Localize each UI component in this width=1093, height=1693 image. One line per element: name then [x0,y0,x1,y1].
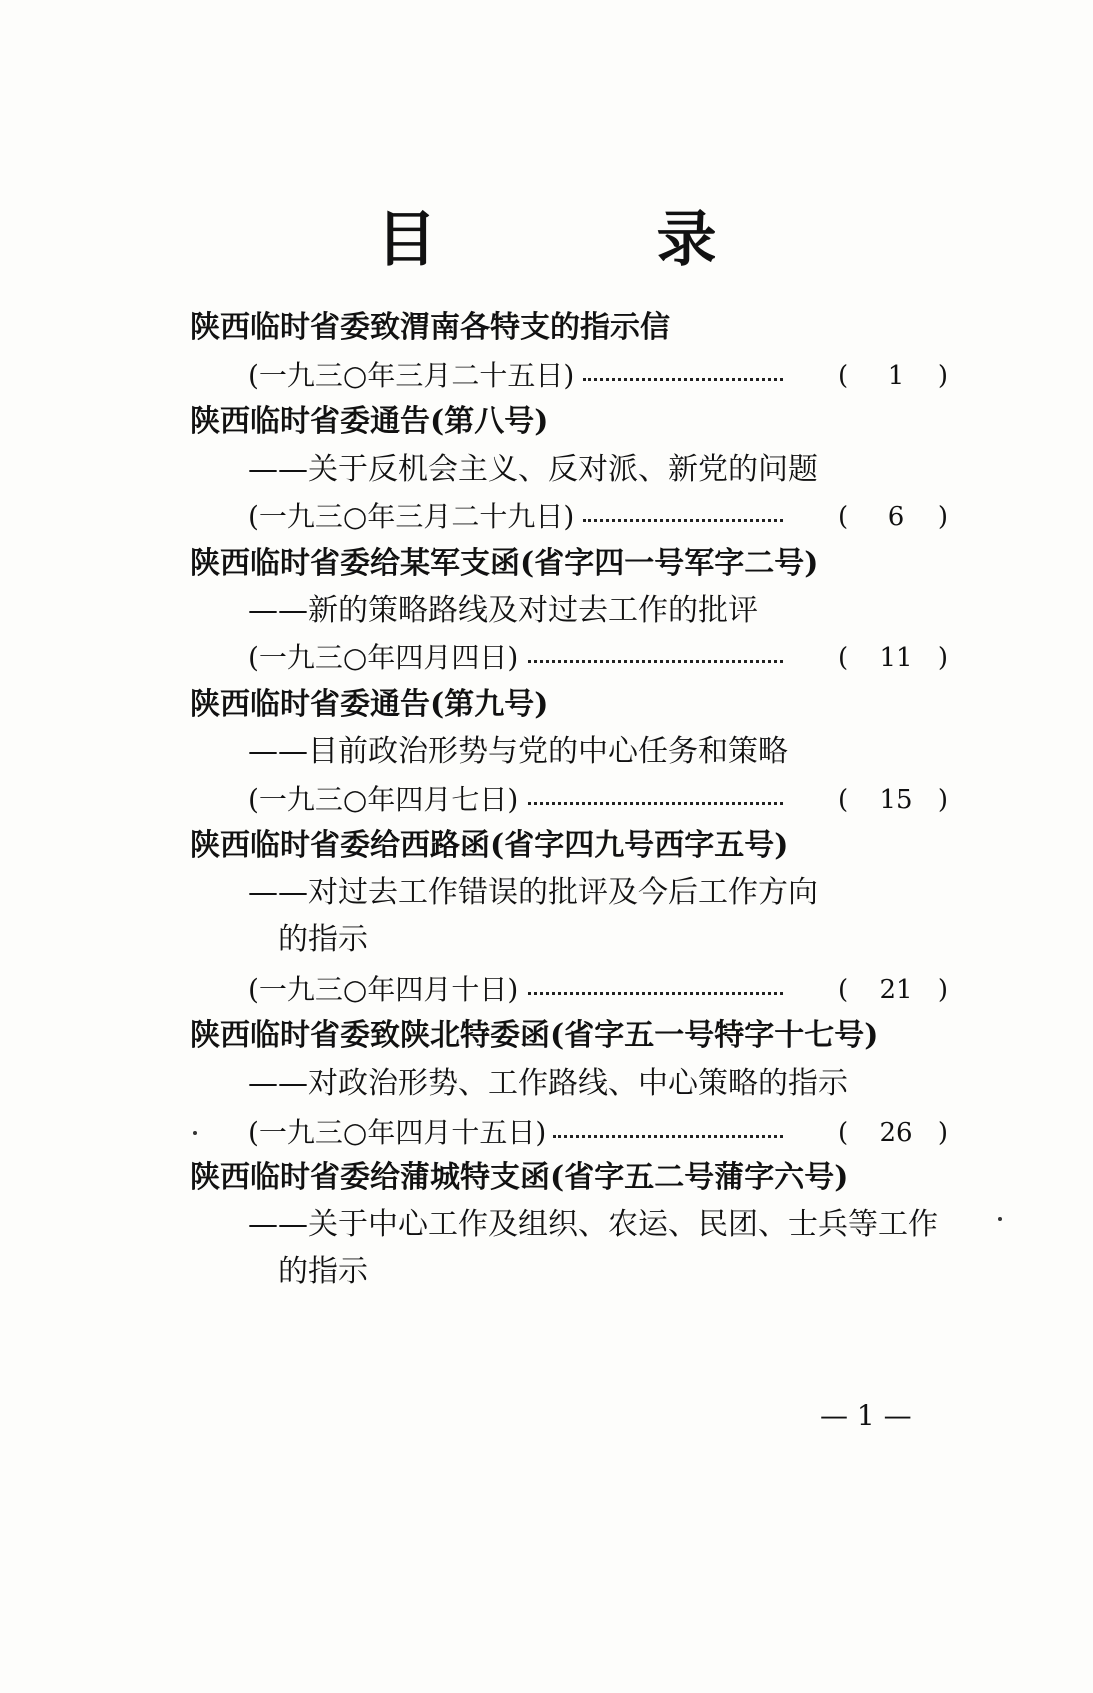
toc-entry-subtitle-cont: 的指示 [278,922,368,957]
toc-entry-subtitle: ——对过去工作错误的批评及今后工作方向 [248,875,818,910]
toc-entry-date-row: (一九三○年三月二十五日) ( 1 ) [248,356,948,396]
toc-entry-title: 陕西临时省委给某军支函(省字四一号军字二号) [190,546,819,581]
toc-entry-date: (一九三○年四月四日) [248,641,519,674]
toc-entry-date-row: (一九三○年四月十日) ( 21 ) [248,970,948,1010]
toc-entry-date-row: (一九三○年三月二十九日) ( 6 ) [248,497,948,537]
toc-leader-dots [583,378,783,381]
toc-entry-title: 陕西临时省委致渭南各特支的指示信 [190,310,670,345]
toc-leader-dots [583,519,783,522]
toc-leader-dots [528,802,783,805]
toc-entry-date: (一九三○年四月十五日) [248,1116,547,1149]
toc-entry-title: 陕西临时省委通告(第八号) [190,404,549,439]
toc-entry-date: (一九三○年三月二十九日) [248,500,575,533]
toc-entry-subtitle: ——目前政治形势与党的中心任务和策略 [248,734,788,769]
toc-entry-subtitle: ——新的策略路线及对过去工作的批评 [248,593,758,628]
toc-entry-title: 陕西临时省委通告(第九号) [190,687,549,722]
page-title: 目 录 [376,205,797,275]
toc-entry-date-row: (一九三○年四月七日) ( 15 ) [248,780,948,820]
toc-entry-date-row: (一九三○年四月四日) ( 11 ) [248,638,948,678]
toc-entry-title: 陕西临时省委给蒲城特支函(省字五二号蒲字六号) [190,1160,849,1195]
scan-speck [193,1131,197,1135]
toc-entry-date-row: (一九三○年四月十五日) ( 26 ) [248,1113,948,1153]
toc-entry-date: (一九三○年四月七日) [248,783,519,816]
toc-entry-subtitle: ——关于中心工作及组织、农运、民团、士兵等工作 [248,1207,938,1242]
toc-entry-title: 陕西临时省委致陕北特委函(省字五一号特字十七号) [190,1018,879,1053]
toc-leader-dots [553,1135,783,1138]
toc-entry-date: (一九三○年三月二十五日) [248,359,575,392]
page-number: — 1 — [820,1399,912,1432]
toc-leader-dots [528,992,783,995]
scan-speck [998,1217,1002,1221]
toc-leader-dots [528,660,783,663]
toc-entry-subtitle-cont: 的指示 [278,1254,368,1289]
toc-entry-date: (一九三○年四月十日) [248,973,519,1006]
toc-entry-title: 陕西临时省委给西路函(省字四九号西字五号) [190,828,789,863]
toc-entry-subtitle: ——关于反机会主义、反对派、新党的问题 [248,452,818,487]
toc-entry-subtitle: ——对政治形势、工作路线、中心策略的指示 [248,1066,848,1101]
